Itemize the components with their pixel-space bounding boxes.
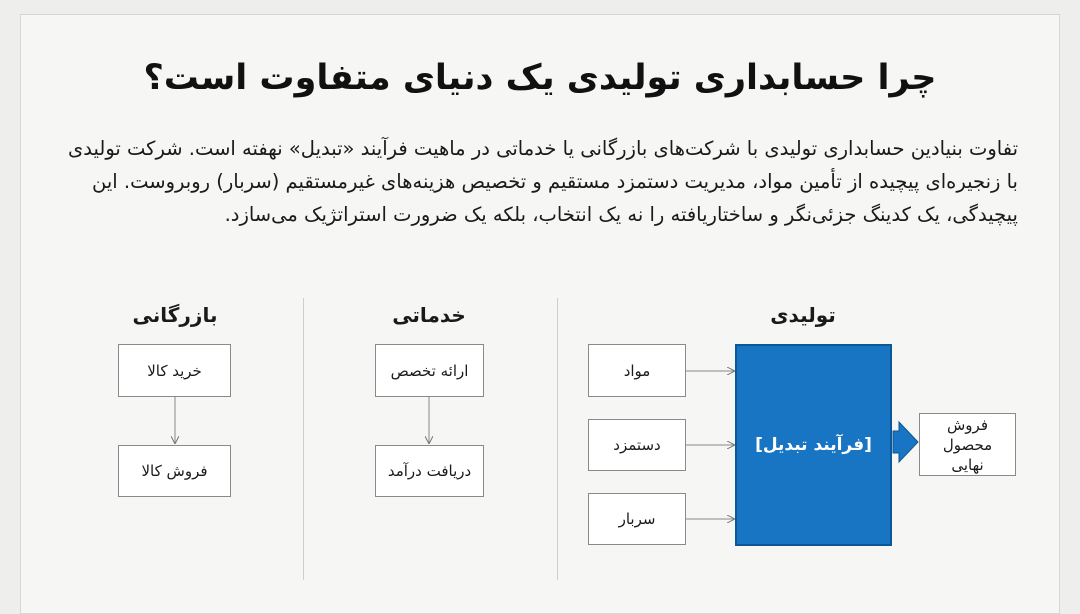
service-income-box: دریافت درآمد — [375, 445, 484, 497]
merch-sell-goods-box: فروش کالا — [118, 445, 231, 497]
mfg-overhead-box: سربار — [588, 493, 686, 545]
service-expertise-box: ارائه تخصص — [375, 344, 484, 397]
arrow-process-to-output — [893, 422, 918, 462]
mfg-conversion-process-box: [فرآیند تبدیل] — [735, 344, 892, 546]
mfg-final-sale-box: فروش محصول نهایی — [919, 413, 1016, 476]
intro-paragraph: تفاوت بنیادین حسابداری تولیدی با شرکت‌های بازرگانی یا خدماتی در ماهیت فرآیند «تبدیل» نهفته است. شرکت تولیدی با زنجیره‌ای پیچیده از تأمین مواد، مدیریت دستمزد مستقیم و تخصیص هزینه‌های غیرمستقیم (سربار) روبروست. این پیچیدگی، یک کدینگ جزئی‌نگر و ساختاریافته را نه یک انتخاب، بلکه یک ضرورت استراتژیک می‌سازد. — [68, 137, 1018, 226]
column-title-manufacturing: تولیدی — [770, 303, 836, 327]
column-title-merchandising: بازرگانی — [132, 303, 218, 327]
mfg-materials-box: مواد — [588, 344, 686, 397]
column-title-service: خدماتی — [392, 303, 466, 327]
merch-buy-goods-box: خرید کالا — [118, 344, 231, 397]
page-title: چرا حسابداری تولیدی یک دنیای متفاوت است؟ — [143, 58, 937, 98]
mfg-labor-box: دستمزد — [588, 419, 686, 471]
